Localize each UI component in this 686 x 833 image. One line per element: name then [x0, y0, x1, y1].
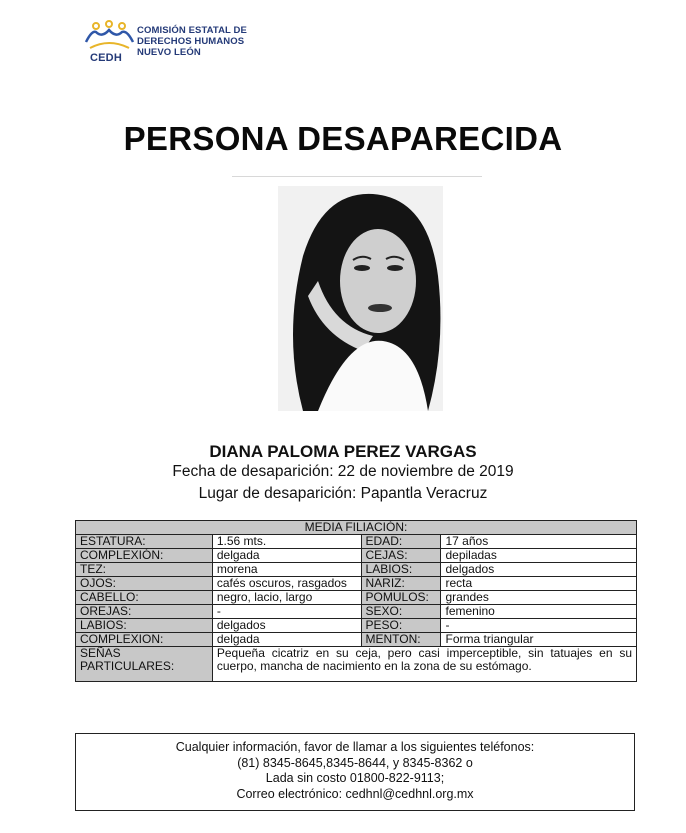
table-row: [76, 591, 637, 605]
table-row: [76, 633, 637, 647]
table-row: [76, 535, 637, 549]
label-cell: PESO:: [361, 619, 441, 633]
disappearance-date: Fecha de desaparición: 22 de noviembre de 2019: [172, 463, 514, 480]
value-cell: 17 años: [441, 535, 637, 549]
disappearance-place: Lugar de desaparición: Papantla Veracruz: [198, 485, 488, 502]
contact-line-1: Cualquier información, favor de llamar a los siguientes teléfonos:: [175, 740, 535, 754]
logo-line-1: COMISIÓN ESTATAL DE: [137, 25, 247, 36]
value-cell: morena: [212, 563, 361, 577]
logo-line-3: NUEVO LEÓN: [137, 47, 201, 58]
label-cell: TEZ:: [76, 563, 213, 577]
label-cell: EDAD:: [361, 535, 441, 549]
value-cell: delgada: [212, 549, 361, 563]
table-header: MEDIA FILIACIÓN:: [76, 521, 637, 535]
senas-label-cell: [76, 647, 213, 682]
person-photo: [278, 186, 443, 411]
value-cell: delgada: [212, 633, 361, 647]
label-cell: CABELLO:: [76, 591, 213, 605]
table-header-row: [76, 521, 637, 535]
senas-value: Pequeña cicatriz en su ceja, pero casi imperceptible, sin tatuajes en su cuerpo, mancha de nacimiento en la zona de su estómago.: [212, 647, 636, 682]
label-cell: COMPLEXIÓN:: [76, 549, 213, 563]
page-title: PERSONA DESAPARECIDA: [123, 120, 563, 157]
contact-toll-free: Lada sin costo 01800-822-9113;: [265, 771, 445, 785]
logo-abbreviation: CEDH: [90, 52, 122, 64]
logo-line-2: DERECHOS HUMANOS: [137, 36, 245, 47]
label-cell: OREJAS:: [76, 605, 213, 619]
contact-phones: (81) 8345-8645,8345-8644, y 8345-8362 o: [237, 755, 473, 770]
logo-name: [137, 25, 247, 58]
value-cell: Forma triangular: [441, 633, 637, 647]
table-row-senas: [76, 647, 637, 682]
cedh-logo: [82, 20, 247, 72]
label-cell: CEJAS:: [361, 549, 441, 563]
label-cell: COMPLEXION:: [76, 633, 213, 647]
value-cell: negro, lacio, largo: [212, 591, 361, 605]
value-cell: delgados: [441, 563, 637, 577]
label-cell: LABIOS:: [76, 619, 213, 633]
value-cell: depiladas: [441, 549, 637, 563]
label-cell: MENTON:: [361, 633, 441, 647]
table-row: [76, 577, 637, 591]
label-cell: SEXO:: [361, 605, 441, 619]
label-cell: LABIOS:: [361, 563, 441, 577]
senas-label-2: PARTICULARES:: [80, 659, 175, 673]
table-row: [76, 563, 637, 577]
label-cell: POMULOS:: [361, 591, 441, 605]
label-cell: OJOS:: [76, 577, 213, 591]
value-cell: grandes: [441, 591, 637, 605]
table-row: [76, 619, 637, 633]
value-cell: delgados: [212, 619, 361, 633]
value-cell: -: [212, 605, 361, 619]
table-row: [76, 605, 637, 619]
table-row: [76, 549, 637, 563]
cedh-emblem-icon: [82, 20, 137, 54]
contact-email: Correo electrónico: cedhnl@cedhnl.org.mx: [236, 786, 474, 801]
contact-box: [75, 733, 635, 811]
value-cell: recta: [441, 577, 637, 591]
value-cell: -: [441, 619, 637, 633]
label-cell: ESTATURA:: [76, 535, 213, 549]
person-name: DIANA PALOMA PEREZ VARGAS: [209, 442, 477, 461]
value-cell: cafés oscuros, rasgados: [212, 577, 361, 591]
media-filiacion-table: [75, 520, 637, 682]
label-cell: NARIZ:: [361, 577, 441, 591]
value-cell: 1.56 mts.: [212, 535, 361, 549]
divider: [232, 176, 482, 177]
senas-label-1: SEÑAS: [80, 646, 121, 660]
value-cell: femenino: [441, 605, 637, 619]
